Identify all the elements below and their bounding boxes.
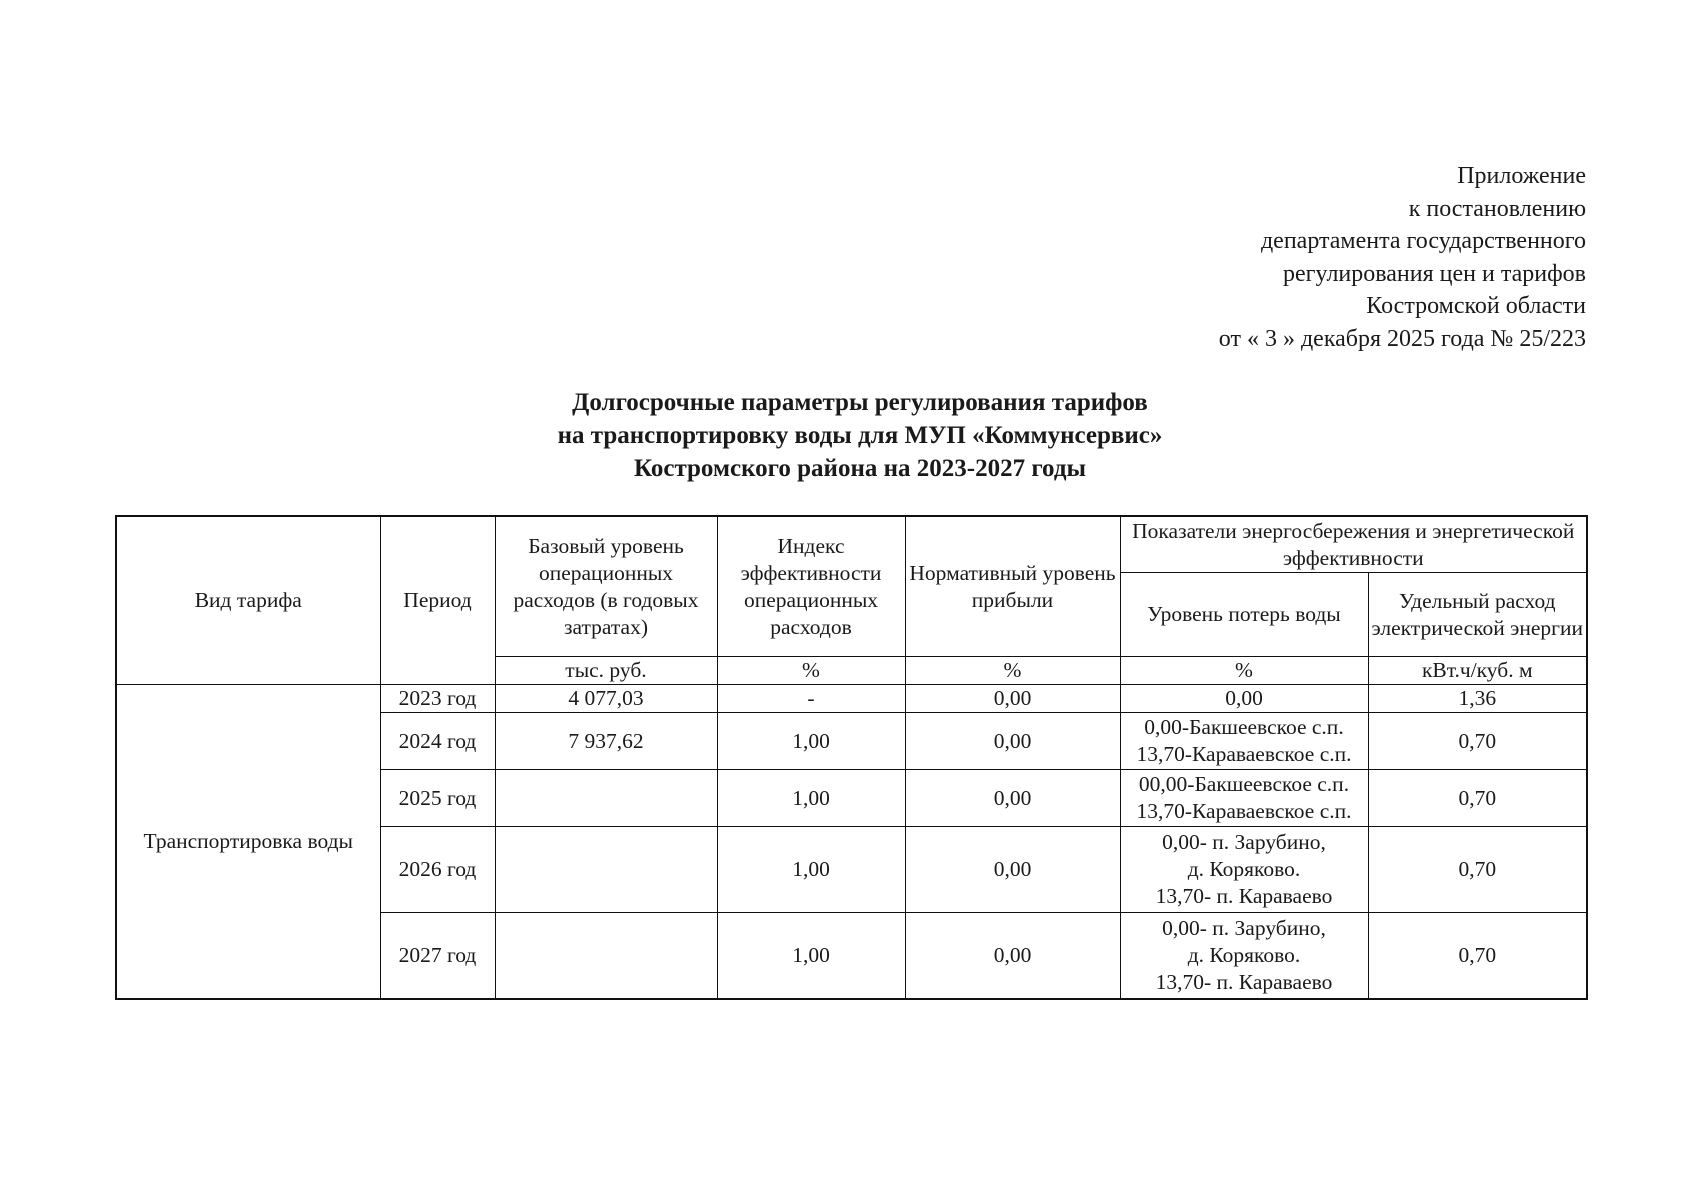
efficiency-index-cell: 1,00 [717,770,905,827]
period-cell: 2027 год [380,913,495,1000]
appendix-line: Костромской области [1366,293,1586,319]
header-energy-group: Показатели энергосбережения и энергетической эффективности [1120,516,1587,573]
unit-efficiency-index: % [717,657,905,685]
electricity-cell: 0,70 [1368,913,1587,1000]
header-base-level: Базовый уровень операционных расходов (в годовых затратах) [495,516,717,657]
period-cell: 2026 год [380,827,495,913]
header-tariff-type: Вид тарифа [116,516,380,685]
profit-level-cell: 0,00 [905,827,1120,913]
water-losses-line: д. Коряково. [1187,943,1301,967]
water-losses-line: 0,00- п. Зарубино, [1162,830,1326,854]
water-losses-line: 13,70-Караваевское с.п. [1136,799,1352,823]
unit-profit-level: % [905,657,1120,685]
water-losses-line: 0,00-Бакшеевское с.п. [1144,715,1344,739]
header-water-losses: Уровень потерь воды [1120,573,1368,657]
unit-electricity: кВт.ч/куб. м [1368,657,1587,685]
base-level-cell [495,913,717,1000]
profit-level-cell: 0,00 [905,685,1120,713]
water-losses-cell [1120,685,1368,713]
appendix-line: от « 3 » декабря 2025 года № 25/223 [1218,325,1586,352]
unit-water-losses: % [1120,657,1368,685]
efficiency-index-cell: - [717,685,905,713]
title-line: на транспортировку воды для МУП «Коммунсервис» [557,422,1163,449]
efficiency-index-cell: 1,00 [717,713,905,770]
water-losses-cell [1120,713,1368,770]
water-losses-line: 00,00-Бакшеевское с.п. [1138,772,1350,796]
water-losses-line: 13,70- п. Караваево [1155,884,1333,908]
appendix-line: регулирования цен и тарифов [1283,260,1586,287]
water-losses-cell [1120,913,1368,1000]
water-losses-line: 0,00 [1225,686,1263,710]
efficiency-index-cell: 1,00 [717,913,905,1000]
water-losses-cell [1120,770,1368,827]
header-electricity: Удельный расход электрической энергии [1368,573,1587,657]
profit-level-cell: 0,00 [905,713,1120,770]
base-level-cell [495,827,717,913]
header-period: Период [380,516,495,685]
appendix-line: к постановлению [1408,195,1586,222]
tariff-parameters-table [115,515,1588,1000]
period-cell: 2023 год [380,685,495,713]
tariff-type-cell: Транспортировка воды [116,685,380,1000]
document-title [0,386,1696,485]
period-cell: 2024 год [380,713,495,770]
electricity-cell: 0,70 [1368,770,1587,827]
table-row [116,685,1587,713]
title-line: Долгосрочные параметры регулирования тарифов [572,389,1148,416]
efficiency-index-cell: 1,00 [717,827,905,913]
appendix-block [1219,160,1586,355]
water-losses-line: 13,70- п. Караваево [1155,970,1333,994]
unit-base-level: тыс. руб. [495,657,717,685]
appendix-line: Приложение [1457,163,1586,189]
water-losses-line: д. Коряково. [1187,857,1301,881]
base-level-cell: 4 077,03 [495,685,717,713]
water-losses-line: 0,00- п. Зарубино, [1162,916,1326,940]
title-line: Костромского района на 2023-2027 годы [633,455,1087,482]
base-level-cell: 7 937,62 [495,713,717,770]
electricity-cell: 1,36 [1368,685,1587,713]
electricity-cell: 0,70 [1368,827,1587,913]
profit-level-cell: 0,00 [905,913,1120,1000]
water-losses-line: 13,70-Караваевское с.п. [1136,742,1352,766]
header-efficiency-index: Индекс эффективности операционных расходов [717,516,905,657]
period-cell: 2025 год [380,770,495,827]
header-profit-level: Нормативный уровень прибыли [905,516,1120,657]
header-row [116,516,1587,573]
electricity-cell: 0,70 [1368,713,1587,770]
water-losses-cell [1120,827,1368,913]
appendix-line: департамента государственного [1260,228,1586,254]
profit-level-cell: 0,00 [905,770,1120,827]
base-level-cell [495,770,717,827]
